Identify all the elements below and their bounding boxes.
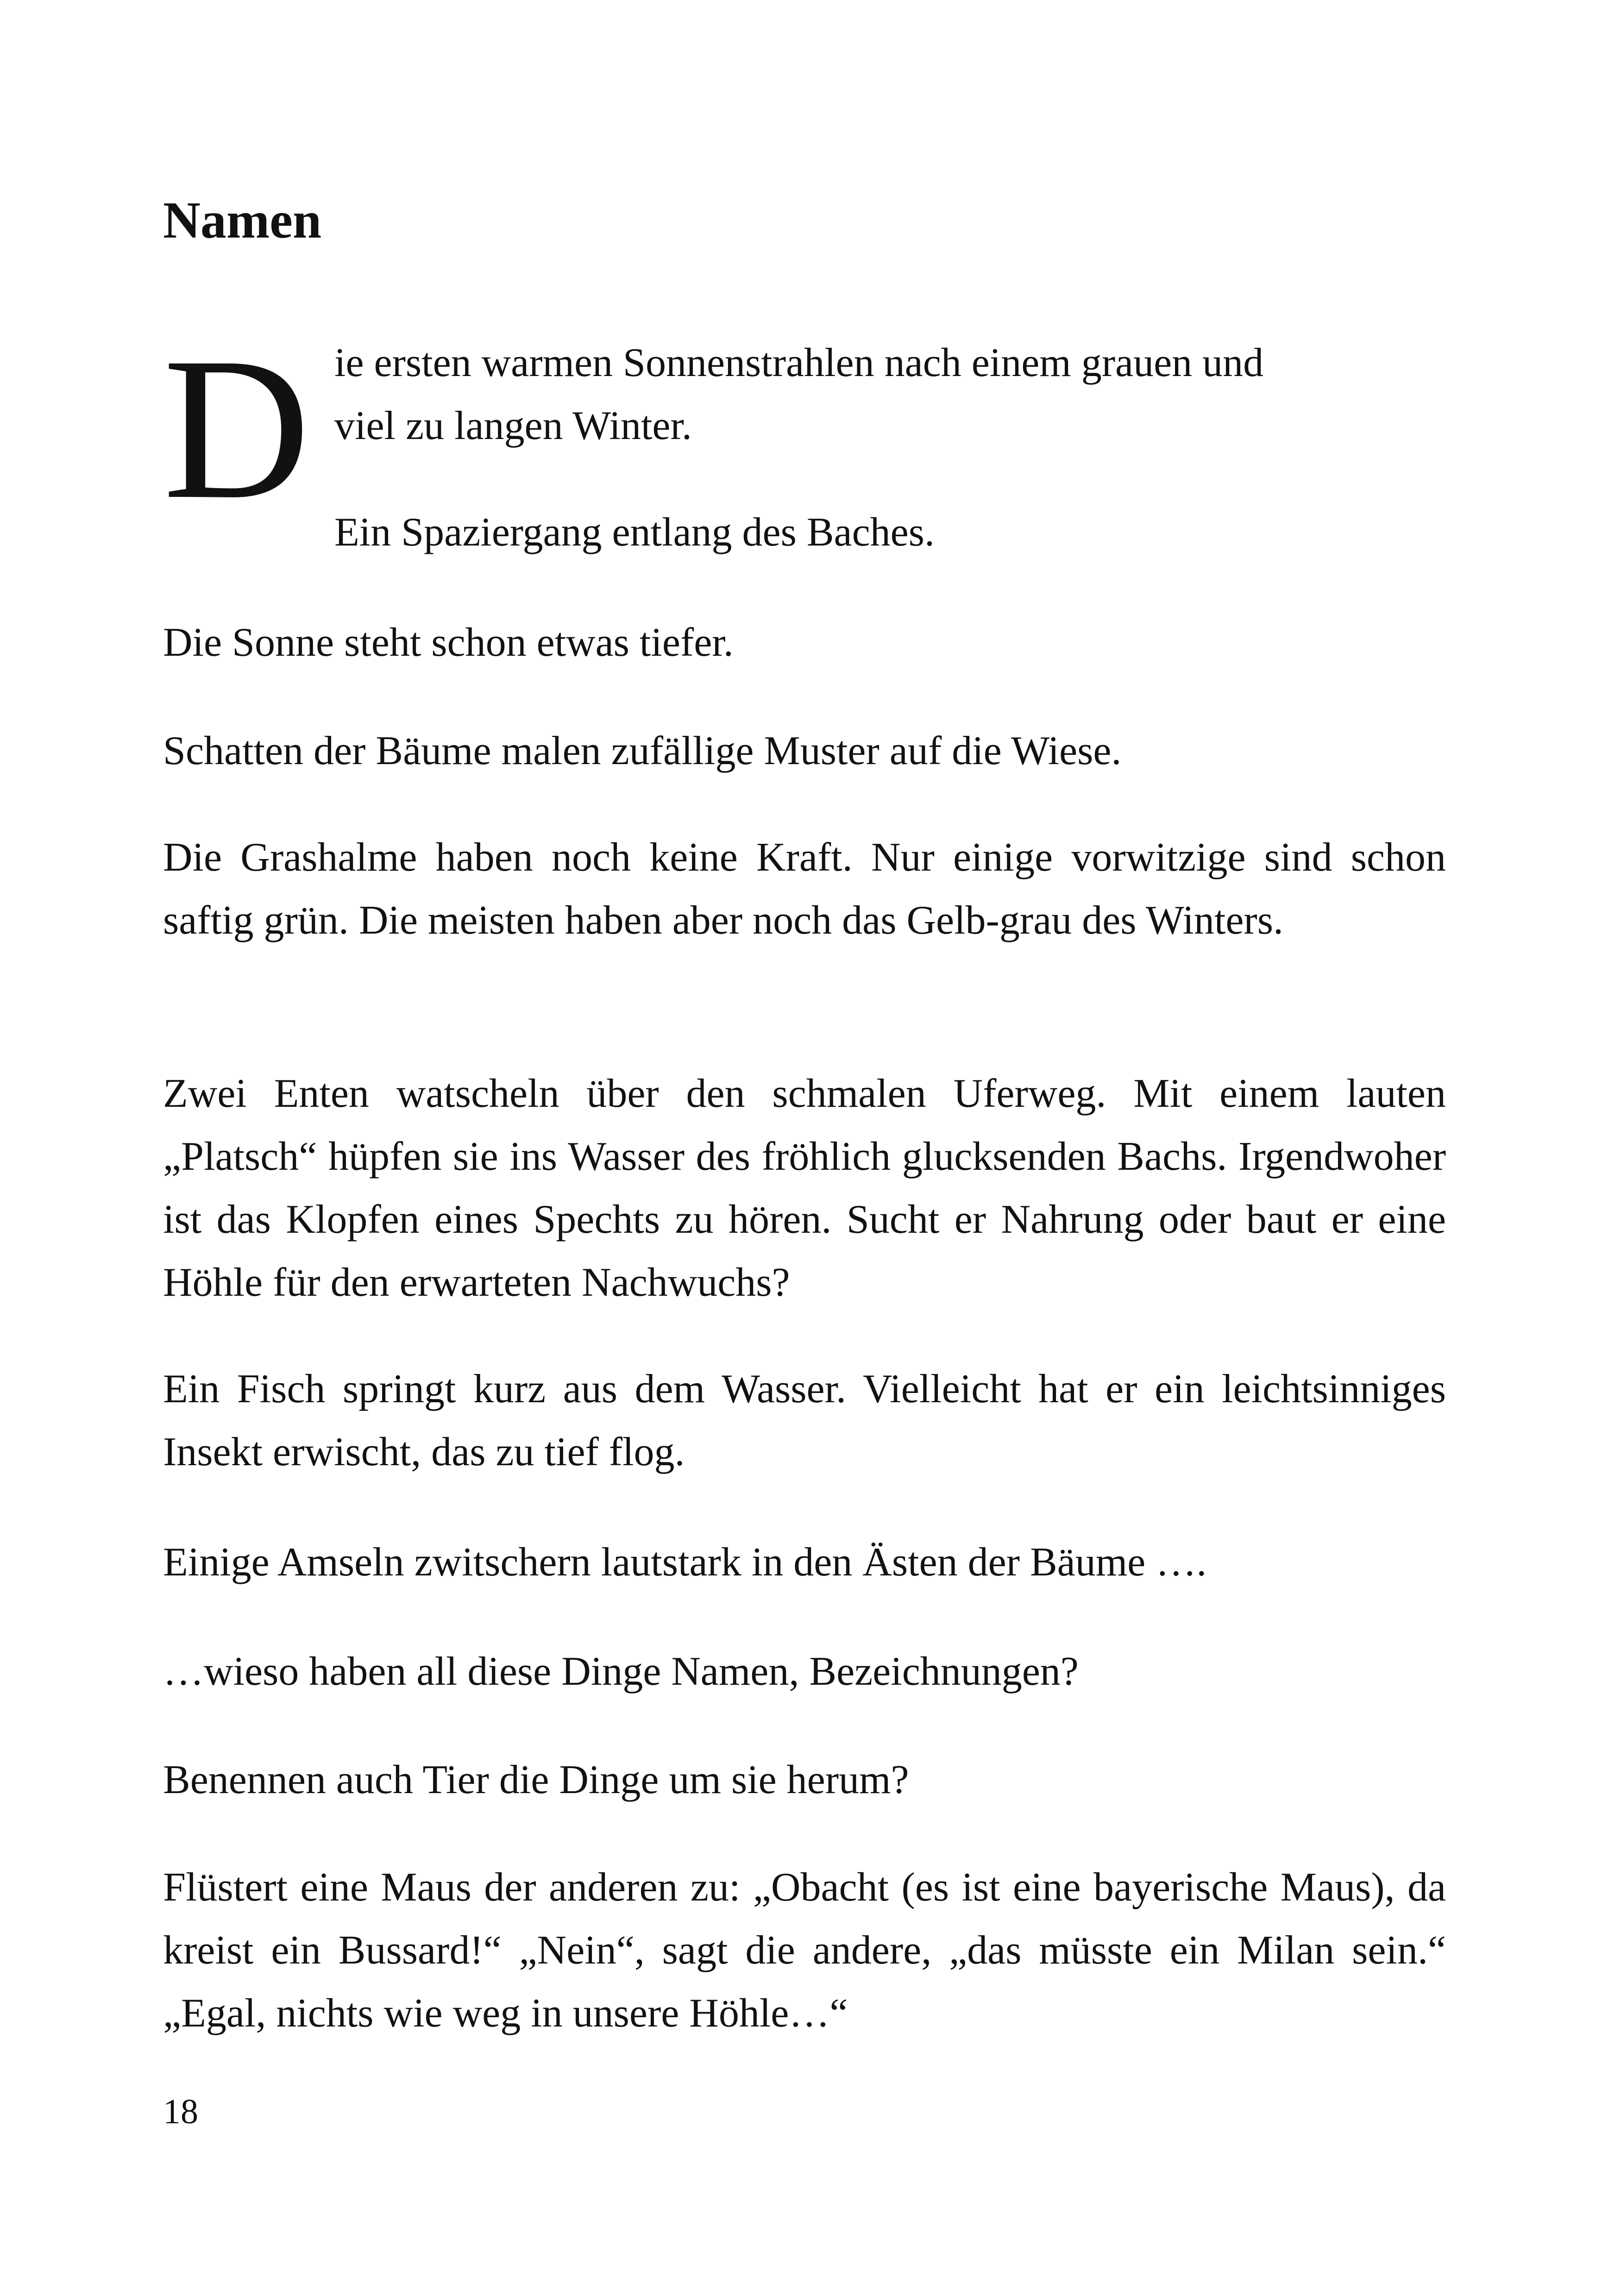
intro-line-1: ie ersten warmen Sonnenstrahlen nach einem grauen und	[334, 340, 1264, 385]
paragraph-3: Die Grashalme haben noch keine Kraft. Nur einige vorwitzige sind schon saftig grün. Die meisten haben aber noch das Gelb-grau des Winters.	[163, 835, 1446, 943]
intro-paragraph-2: Ein Spaziergang entlang des Baches.	[334, 510, 935, 555]
paragraph-5: Ein Fisch springt kurz aus dem Wasser. Vielleicht hat er ein leichtsinniges Insekt erwischt, das zu tief flog.	[163, 1367, 1446, 1474]
chapter-title: Namen	[163, 192, 322, 249]
intro-line-2: viel zu langen Winter.	[334, 403, 692, 448]
paragraph-4: Zwei Enten watscheln über den schmalen Uferweg. Mit einem lauten „Platsch“ hüpfen sie ins Wasser des fröhlich glucksenden Bachs. Irgendwoher ist das Klopfen eines Spechts zu hören. Sucht er Nahrung oder baut er eine Höhle für den erwarteten Nachwuchs?	[163, 1071, 1446, 1305]
paragraph-1: Die Sonne steht schon etwas tiefer.	[163, 620, 734, 665]
paragraph-2: Schatten der Bäume malen zufällige Muster auf die Wiese.	[163, 728, 1122, 773]
paragraph-7: …wieso haben all diese Dinge Namen, Bezeichnungen?	[163, 1649, 1079, 1694]
page-number: 18	[163, 2092, 198, 2131]
paragraph-9: Flüstert eine Maus der anderen zu: „Obacht (es ist eine bayerische Maus), da kreist ein Bussard!“ „Nein“, sagt die andere, „das müsste ein Milan sein.“ „Egal, nichts wie weg in unsere Höhle…“	[163, 1865, 1446, 2036]
paragraph-6: Einige Amseln zwitschern lautstark in den Ästen der Bäume ….	[163, 1540, 1207, 1585]
paragraph-8: Benennen auch Tier die Dinge um sie herum?	[163, 1757, 909, 1802]
drop-cap: D	[163, 316, 310, 541]
